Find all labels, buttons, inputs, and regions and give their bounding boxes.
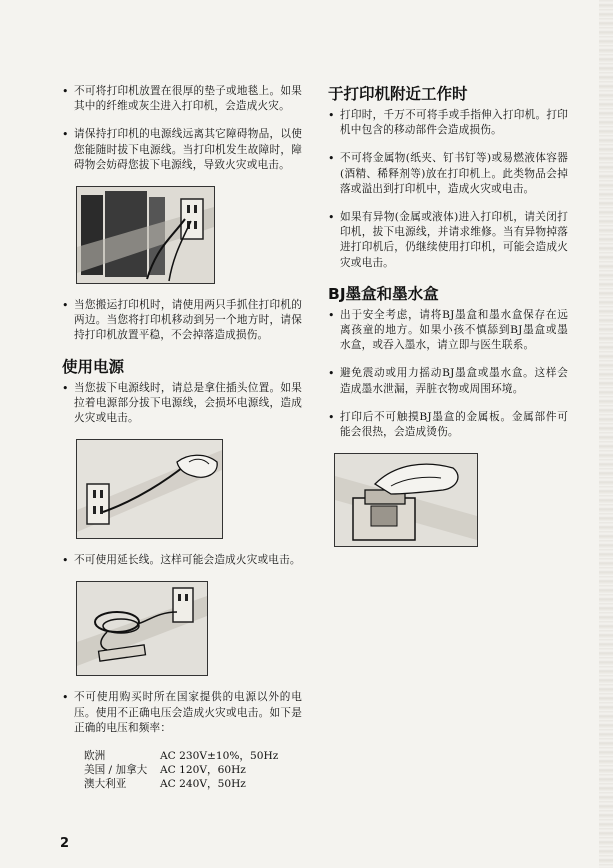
warning-shake-cartridge: • 避免震动或用力摇动BJ墨盒或墨水盒。这样会造成墨水泄漏，弄脏衣物或周围环境。: [328, 366, 568, 396]
illustration-extension-cord: [76, 581, 208, 676]
voltage-row: [74, 749, 278, 763]
illustration-hot-metal-plate: [334, 453, 478, 547]
scan-edge: [599, 0, 613, 868]
voltage-region: 美国 / 加拿大: [84, 764, 148, 777]
heading-power: 使用电源: [62, 357, 125, 376]
warning-cord-obstacles: • 请保持打印机的电源线远离其它障碍物品，以使您能随时拔下电源线。当打印机发生故障时，障碍物会妨碍您拔下电源线，导致火灾或电击。: [62, 127, 302, 173]
voltage-spec: AC 120V，60Hz: [160, 764, 246, 777]
illustration-outlet-obstructed: [76, 186, 215, 284]
extension-cord-drawing: [77, 582, 207, 675]
warning-thick-mat: • 不可将打印机放置在很厚的垫子或地毯上。如果其中的纤维或灰尘进入打印机，会造成火灾。: [62, 84, 302, 114]
voltage-spec: AC 240V，50Hz: [160, 778, 246, 791]
heading-bj-cartridge: BJ墨盒和墨水盒: [328, 284, 439, 303]
warning-hands-inside: • 打印时，千万不可将手或手指伸入打印机。打印机中包含的移动部件会造成损伤。: [328, 108, 568, 138]
voltage-spec: AC 230V±10%，50Hz: [160, 750, 279, 763]
warning-pull-plug: • 当您拔下电源线时，请总是拿住插头位置。如果拉着电源部分拔下电源线，会损坏电源线，造成火灾或电击。: [62, 381, 302, 427]
hot-metal-drawing: [335, 454, 477, 546]
warning-voltage: • 不可使用购买时所在国家提供的电源以外的电压。使用不正确电压会造成火灾或电击。如下是正确的电压和频率：: [62, 690, 302, 736]
warning-extension-cord: • 不可使用延长线。这样可能会造成火灾或电击。: [62, 553, 302, 568]
warning-children: • 出于安全考虑，请将BJ墨盒和墨水盒保存在远离孩童的地方。如果小孩不慎舔到BJ墨盒或墨水盒，或吞入墨水，请立即与医生联系。: [328, 308, 568, 354]
warning-foreign-object: • 如果有异物(金属或液体)进入打印机，请关闭打印机，拔下电源线，并请求维修。当有异物掉落进打印机后，仍继续使用打印机，可能会造成火灾或电击。: [328, 210, 568, 271]
right-column: [328, 84, 568, 561]
outlet-obstructed-drawing: [77, 187, 214, 283]
voltage-row: [74, 777, 278, 791]
warning-metal-flammable: • 不可将金属物(纸夹、钉书钉等)或易燃液体容器(酒精、稀释剂等)放在打印机上。此类物品会掉落或溢出到打印机中，造成火灾或电击。: [328, 151, 568, 197]
voltage-region: 澳大利亚: [84, 778, 127, 791]
voltage-row: [74, 763, 278, 777]
left-column: [62, 84, 302, 791]
voltage-region: 欧洲: [84, 750, 106, 763]
illustration-pull-plug: [76, 439, 223, 539]
pull-plug-drawing: [77, 440, 222, 538]
warning-hot-metal: • 打印后不可触摸BJ墨盒的金属板。金属部件可能会很热，会造成烫伤。: [328, 410, 568, 440]
voltage-table: [74, 749, 278, 791]
heading-working-near-printer: 于打印机附近工作时: [328, 85, 468, 103]
page-number: 2: [60, 836, 70, 851]
warning-carry-printer: • 当您搬运打印机时，请使用两只手抓住打印机的两边。当您将打印机移动到另一个地方时，请保持打印机放置平稳，不会掉落造成损伤。: [62, 298, 302, 344]
